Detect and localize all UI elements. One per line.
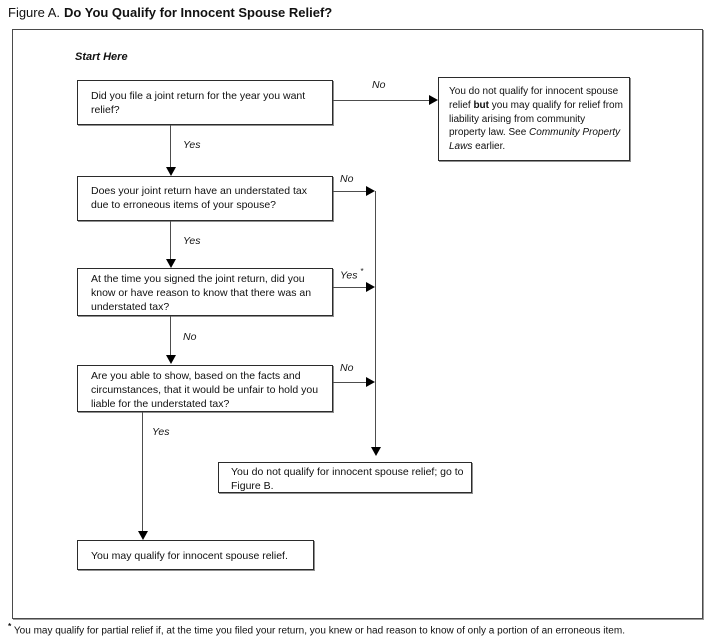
footnote-marker: * xyxy=(8,621,12,631)
arrowhead-q2-no-icon xyxy=(366,186,375,196)
figure-label: Figure A. xyxy=(8,5,61,20)
outcome-text: You do not qualify for innocent spouse relief; go to Figure B. xyxy=(231,466,464,492)
edge-label-text: Yes xyxy=(340,269,358,282)
edge-label-q2-no: No xyxy=(340,173,354,185)
connector-q3-no-line xyxy=(170,316,171,355)
outcome-text: earlier. xyxy=(472,141,506,153)
connector-rail-to-figure-b-line xyxy=(375,191,376,447)
question-box-reason-to-know xyxy=(77,268,333,316)
outcome-text: You may qualify for innocent spouse relief. xyxy=(91,550,288,562)
arrowhead-q2-yes-icon xyxy=(166,259,176,268)
arrowhead-q4-no-icon xyxy=(366,377,375,387)
edge-label-q3-no: No xyxy=(183,331,197,343)
outcome-text-italic: Community Property Laws xyxy=(449,127,621,153)
arrowhead-q3-yes-icon xyxy=(366,282,375,292)
outcome-box-may-qualify xyxy=(77,540,314,570)
connector-q2-no-line xyxy=(333,191,367,192)
outcome-text-bold: but xyxy=(473,99,489,111)
edge-label-q1-no: No xyxy=(372,79,386,91)
connector-q4-no-line xyxy=(333,382,367,383)
figure-title-text: Do You Qualify for Innocent Spouse Relief? xyxy=(64,5,333,20)
outcome-text: You do not qualify for innocent spouse relief xyxy=(449,86,619,111)
figure-title xyxy=(8,5,332,20)
outcome-box-community-property xyxy=(438,77,630,161)
arrowhead-q4-yes-icon xyxy=(138,531,148,540)
question-text: Are you able to show, based on the facts and circumstances, that it would be unfair to hold you liable for the understated tax? xyxy=(91,370,319,410)
arrowhead-q1-yes-icon xyxy=(166,167,176,176)
arrowhead-figure-b-icon xyxy=(371,447,381,456)
outcome-text: you may qualify for relief from liability arising from community property law. See xyxy=(449,99,623,139)
question-text: At the time you signed the joint return, did you know or have reason to know that there was an understated tax? xyxy=(91,273,312,313)
footnote-reference-asterisk: * xyxy=(360,267,364,276)
footnote xyxy=(8,621,625,636)
question-text: Does your joint return have an understated tax due to erroneous items of your spouse? xyxy=(91,185,307,211)
question-box-unfair-to-hold xyxy=(77,365,333,412)
connector-q4-yes-line xyxy=(142,412,143,531)
arrowhead-q1-no-icon xyxy=(429,95,438,105)
connector-q1-yes-line xyxy=(170,125,171,167)
outcome-box-figure-b xyxy=(218,462,472,493)
question-box-understated-tax xyxy=(77,176,333,221)
start-here-label: Start Here xyxy=(75,51,128,63)
edge-label-q1-yes: Yes xyxy=(183,139,201,151)
connector-q1-no-line xyxy=(333,100,429,101)
question-box-joint-return xyxy=(77,80,333,125)
edge-label-q2-yes: Yes xyxy=(183,235,201,247)
question-text: Did you file a joint return for the year you want relief? xyxy=(91,90,306,116)
edge-label-q3-yes-star xyxy=(340,267,364,282)
arrowhead-q3-no-icon xyxy=(166,355,176,364)
footnote-text: You may qualify for partial relief if, at the time you filed your return, you knew or had reason to know of only a portion of an erroneous item. xyxy=(11,625,625,637)
connector-q2-yes-line xyxy=(170,221,171,259)
edge-label-q4-yes: Yes xyxy=(152,426,170,438)
edge-label-q4-no: No xyxy=(340,362,354,374)
connector-q3-yes-line xyxy=(333,287,367,288)
